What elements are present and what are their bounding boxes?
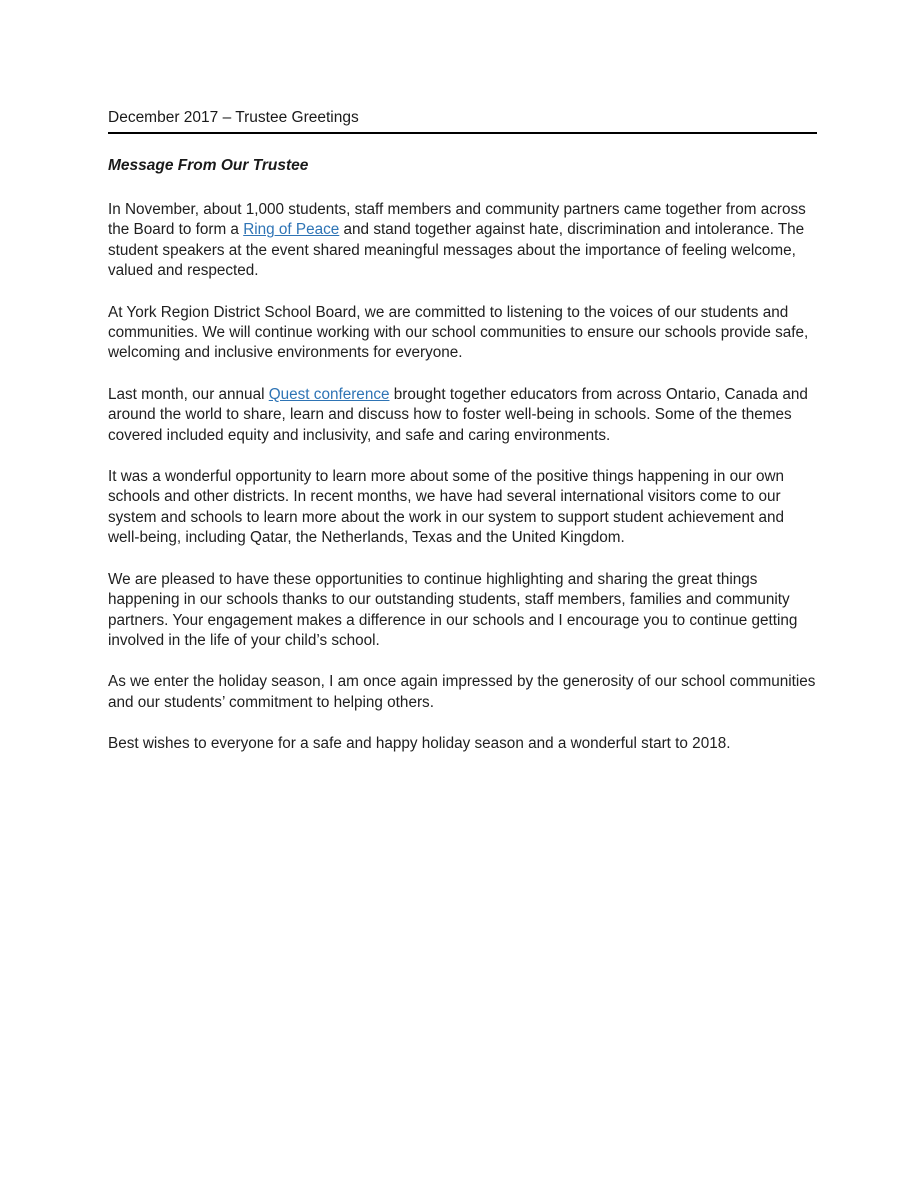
page-title: December 2017 – Trustee Greetings xyxy=(108,108,817,134)
paragraph-3 xyxy=(108,385,817,446)
quest-conference-link[interactable]: Quest conference xyxy=(268,385,390,403)
paragraph-3-text-before: Last month, our annual xyxy=(108,385,269,403)
paragraph-3-text-after: brought together educators from across Ontario, Canada and around the world to share, learn and discuss how to foster well-being in schools. Some of the themes covered included equity and inclusivity, and safe and caring environments. xyxy=(108,385,808,444)
paragraph-1-text-after: and stand together against hate, discrimination and intolerance. The student speakers at the event shared meaningful messages about the importance of feeling welcome, valued and respected. xyxy=(108,221,805,280)
paragraph-1 xyxy=(108,200,817,282)
paragraph-5: We are pleased to have these opportunities to continue highlighting and sharing the great things happening in our schools thanks to our outstanding students, staff members, families and community partners. Your engagement makes a difference in our schools and I encourage you to continue getting involved in the life of your child’s school. xyxy=(108,570,798,649)
ring-of-peace-link[interactable]: Ring of Peace xyxy=(243,221,340,239)
section-heading: Message From Our Trustee xyxy=(108,157,309,174)
paragraph-7: Best wishes to everyone for a safe and happy holiday season and a wonderful start to 2018. xyxy=(108,735,731,753)
letter-body xyxy=(108,200,817,755)
paragraph-6: As we enter the holiday season, I am once again impressed by the generosity of our school communities and our students’ commitment to helping others. xyxy=(108,673,816,711)
paragraph-4: It was a wonderful opportunity to learn more about some of the positive things happening in our own schools and other districts. In recent months, we have had several international visitors come to our system and schools to learn more about the work in our system to support student achievement and well-being, including Qatar, the Netherlands, Texas and the United Kingdom. xyxy=(108,468,785,547)
paragraph-2: At York Region District School Board, we are committed to listening to the voices of our students and communities. We will continue working with our school communities to ensure our schools provide safe, welcoming and inclusive environments for everyone. xyxy=(108,303,809,362)
paragraph-1-text-before: In November, about 1,000 students, staff members and community partners came together from across the Board to form a xyxy=(108,201,806,239)
